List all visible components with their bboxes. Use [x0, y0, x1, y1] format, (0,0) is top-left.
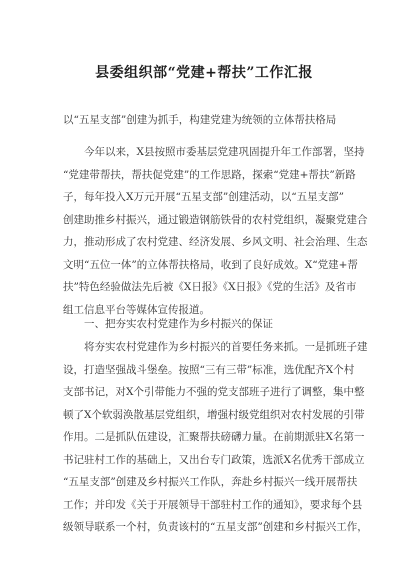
paragraph-section-1 — [63, 336, 368, 539]
section-heading: 一、把夯实农村党建作为乡村振兴的保证 — [63, 318, 273, 330]
paragraph-line: “五星支部”创建及乡村振兴工作队，奔赴乡村振兴一线开展帮扶 — [63, 476, 358, 488]
document-subtitle: 以“五星支部”创建为抓手，构建党建为统领的立体帮扶格局 — [63, 114, 337, 126]
paragraph-line: 作用。二是抓队伍建设，汇聚帮扶磅礴力量。在前期派驻X名第一 — [63, 431, 365, 443]
paragraph-line: 今年以来，X县按照市委基层党建巩固提升年工作部署，坚持 — [63, 146, 365, 158]
paragraph-line: 书记驻村工作的基础上，又出台专门政策，选派X名优秀干部成立 — [63, 453, 365, 466]
paragraph-line: “党建带帮扶，帮扶促党建”的工作思路，探索“党建+帮扶”新路 — [63, 168, 356, 181]
paragraph-line: 文明“五位一体”的立体帮扶格局，收到了良好成效。X“党建+帮 — [63, 258, 358, 271]
paragraph-line: 顿了X个软弱涣散基层党组织，增强村级党组织对农村发展的引带 — [63, 408, 365, 421]
paragraph-line: 级领导联系一个村，负责该村的“五星支部”创建和乡村振兴工作， — [63, 521, 368, 533]
paragraph-line: 子，每年投入X万元开展“五星支部”创建活动，以“五星支部” — [63, 191, 344, 203]
paragraph-line: 支部书记，对X个引带能力不强的党支部班子进行了调整，集中整 — [63, 386, 365, 398]
paragraph-line: 工作；并印发《关于开展领导干部驻村工作的通知》，要求每个县 — [63, 498, 363, 511]
paragraph-line: 组工信息平台等媒体宣传报道。 — [63, 303, 210, 316]
paragraph-line: 将夯实农村党建作为乡村振兴的首要任务来抓。一是抓班子建 — [63, 341, 368, 353]
document-title: 县委组织部“党建+帮扶”工作汇报 — [95, 65, 313, 81]
paragraph-line: 扶”特色经验做法先后被《X日报》《X日报》《党的生活》及省市 — [63, 281, 357, 293]
paragraph-line: 设，打造坚强战斗堡垒。按照“三有三带”标准，选优配齐X个村 — [63, 363, 355, 376]
paragraph-intro — [63, 141, 368, 321]
paragraph-line: 创建助推乡村振兴，通过锻造钢筋铁骨的农村党组织，凝聚党建合 — [63, 213, 368, 226]
paragraph-line: 力，推动形成了农村党建、经济发展、乡风文明、社会治理、生态 — [63, 236, 368, 248]
